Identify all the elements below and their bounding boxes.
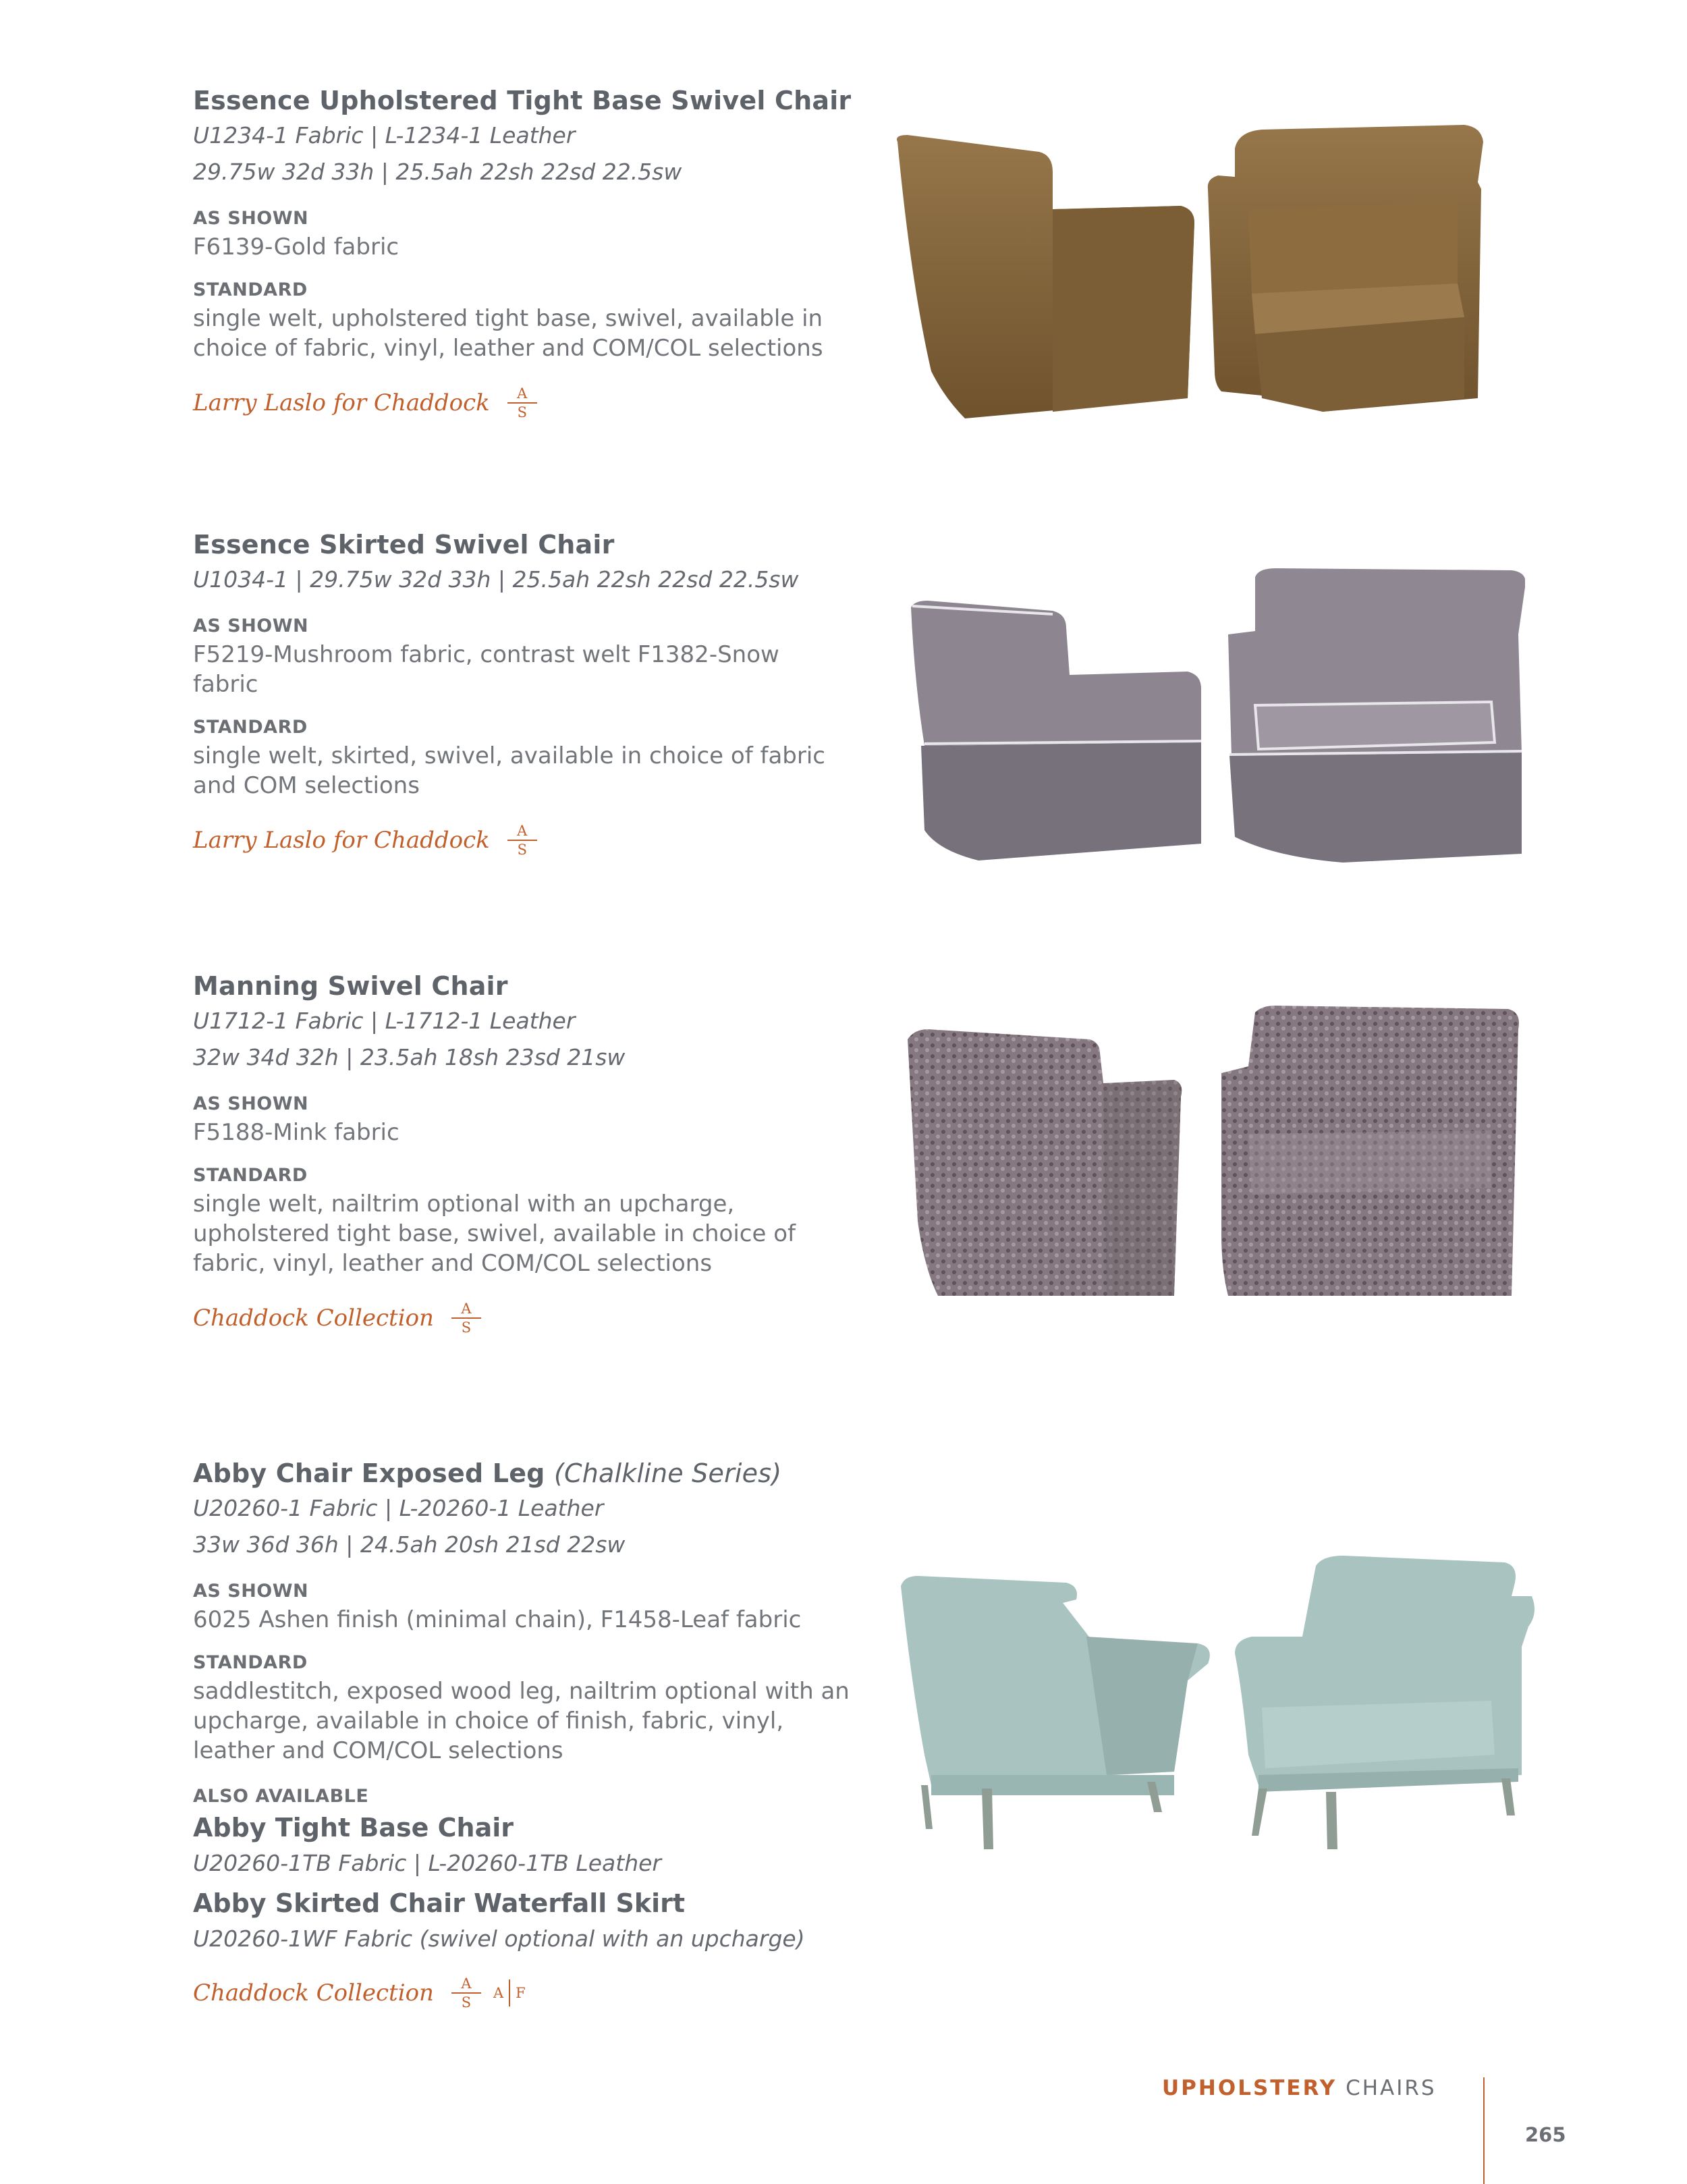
product-title: Abby Chair Exposed Leg (Chalkline Series) <box>193 1458 782 1488</box>
as-shown-label: AS SHOWN <box>193 1093 309 1114</box>
footer-divider <box>1483 2077 1485 2184</box>
standard-text: single welt, upholstered tight base, swivel, available in choice of fabric, vinyl, leather and COM/COL selections <box>193 305 823 362</box>
category-name: CHAIRS <box>1346 2076 1437 2100</box>
category-bold: UPHOLSTERY <box>1162 2076 1337 2100</box>
finish-mark: A F <box>493 1980 526 2006</box>
product-code: U20260-1 Fabric | L-20260-1 Leather <box>193 1495 604 1521</box>
standard-text: single welt, skirted, swivel, available in choice of fabric and COM selections <box>193 742 825 799</box>
chair-image-essence-mushroom <box>897 560 1525 871</box>
chair-image-manning-mink <box>897 999 1525 1309</box>
designer-name: Larry Laslo for Chaddock <box>193 389 490 416</box>
standard-label: STANDARD <box>193 1652 308 1673</box>
also-spec-skirted: U20260-1WF Fabric (swivel optional with an upcharge) <box>193 1926 805 1952</box>
also-spec-tight-base: U20260-1TB Fabric | L-20260-1TB Leather <box>193 1850 661 1876</box>
availability-mark: $\frac{A}{S}$ <box>451 1976 481 2010</box>
also-title-skirted: Abby Skirted Chair Waterfall Skirt <box>193 1888 686 1918</box>
product-title: Essence Skirted Swivel Chair <box>193 530 615 559</box>
as-shown-text: 6025 Ashen finish (minimal chain), F1458-Leaf fabric <box>193 1606 802 1633</box>
as-shown-text: F6139-Gold fabric <box>193 234 399 261</box>
page-number: 265 <box>1525 2123 1566 2146</box>
as-shown-label: AS SHOWN <box>193 208 309 229</box>
availability-mark: $\frac{A}{S}$ <box>451 1301 481 1335</box>
designer-line <box>193 1301 868 1335</box>
product-dimensions: 33w 36d 36h | 24.5ah 20sh 21sd 22sw <box>193 1531 626 1558</box>
as-shown-label: AS SHOWN <box>193 1581 309 1602</box>
product-essence-skirted <box>193 528 868 857</box>
standard-text: single welt, nailtrim optional with an upcharge, upholstered tight base, swivel, available in choice of fabric, vinyl, leather and COM/COL selections <box>193 1191 796 1277</box>
product-title: Essence Upholstered Tight Base Swivel Chair <box>193 86 852 115</box>
page-section-label <box>1162 2076 1437 2100</box>
designer-line <box>193 386 868 420</box>
as-shown-text: F5188-Mink fabric <box>193 1119 399 1146</box>
chair-image-abby-leaf <box>884 1552 1545 1890</box>
product-title: Manning Swivel Chair <box>193 971 508 1001</box>
product-dimensions: 32w 34d 32h | 23.5ah 18sh 23sd 21sw <box>193 1044 626 1070</box>
standard-label: STANDARD <box>193 279 308 300</box>
standard-label: STANDARD <box>193 717 308 738</box>
designer-name: Larry Laslo for Chaddock <box>193 827 490 854</box>
product-code: U1712-1 Fabric | L-1712-1 Leather <box>193 1008 576 1034</box>
product-code: U1234-1 Fabric | L-1234-1 Leather <box>193 122 576 148</box>
as-shown-label: AS SHOWN <box>193 616 309 636</box>
designer-name: Chaddock Collection <box>193 1980 434 2006</box>
as-shown-text: F5219-Mushroom fabric, contrast welt F1382-Snow fabric <box>193 641 779 698</box>
product-manning <box>193 969 868 1335</box>
availability-mark: $\frac{A}{S}$ <box>507 823 537 857</box>
product-dimensions: 29.75w 32d 33h | 25.5ah 22sh 22sd 22.5sw <box>193 159 682 185</box>
also-title-tight-base: Abby Tight Base Chair <box>193 1813 514 1842</box>
product-essence-tight-base <box>193 84 868 420</box>
standard-label: STANDARD <box>193 1165 308 1186</box>
chair-image-essence-gold <box>884 115 1525 425</box>
product-code-dimensions: U1034-1 | 29.75w 32d 33h | 25.5ah 22sh 22sd 22.5sw <box>193 566 799 593</box>
product-abby <box>193 1456 868 2010</box>
designer-line <box>193 1976 868 2010</box>
standard-text: saddlestitch, exposed wood leg, nailtrim optional with an upcharge, available in choice of finish, fabric, vinyl, leather and COM/COL selections <box>193 1678 850 1764</box>
designer-line <box>193 823 868 857</box>
series-name: (Chalkline Series) <box>554 1458 782 1488</box>
availability-mark: $\frac{A}{S}$ <box>507 386 537 420</box>
also-available-label: ALSO AVAILABLE <box>193 1786 369 1807</box>
designer-name: Chaddock Collection <box>193 1305 434 1332</box>
